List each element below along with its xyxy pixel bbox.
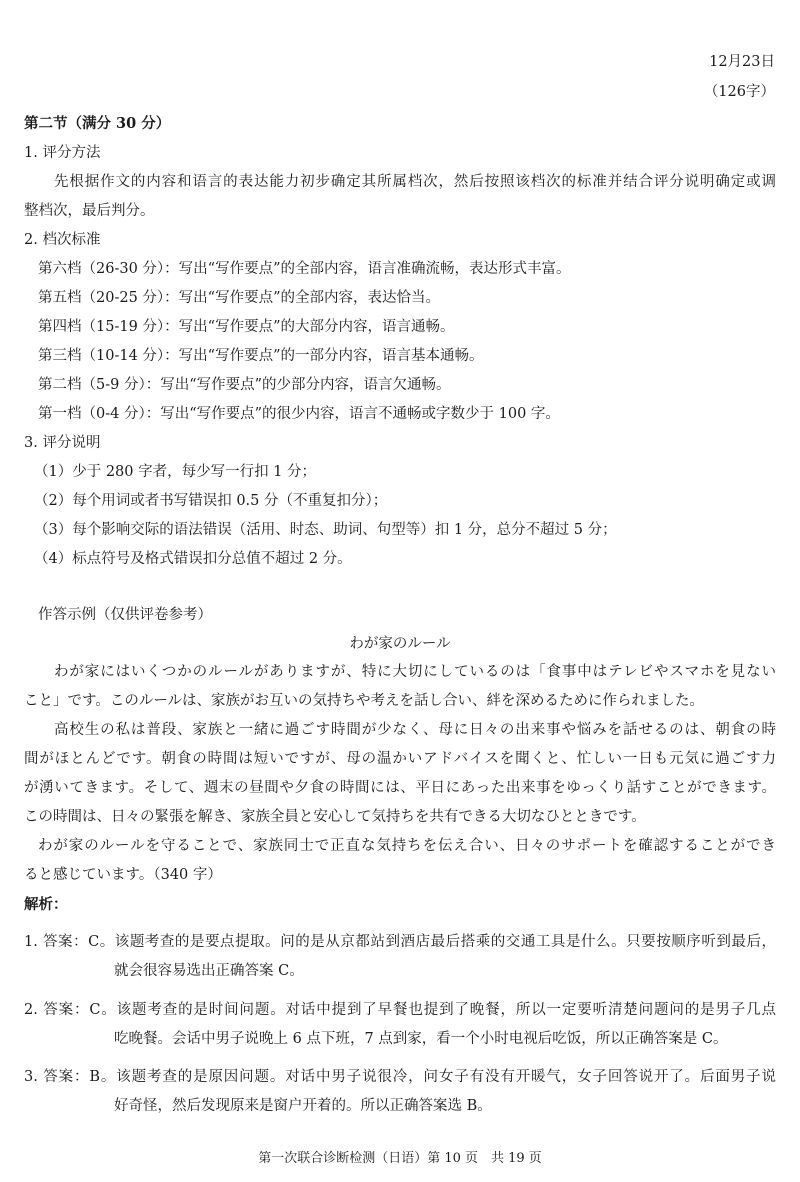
example-line: この時間は、日々の緊張を解き、家族全員と安心して気持ちを共有できる大切なひとときです。: [24, 809, 646, 825]
level-item: 第四档（15-19 分）：写出“写作要点”的大部分内容，语言通畅。: [38, 319, 455, 335]
example-line: 高校生の私は普段、家族と一緒に過ごす時間が少なく、母に日々の出来事や悩みを話せるのは、朝食の時: [54, 722, 776, 738]
example-line: 間がほとんどです。朝食の時間は短いですが、母の温かいアドバイスを聞くと、忙しい一日も元気に過ごす力: [24, 751, 776, 767]
analysis-heading: 解析：: [24, 896, 68, 913]
example-heading: 作答示例（仅供评卷参考）: [38, 607, 212, 623]
analysis-item-1-line1: 1. 答案：C。该题考查的是要点提取。问的是从京都站到酒店最后搭乘的交通工具是什么。只要按顺序听到最后，: [24, 934, 776, 950]
level-item: 第一档（0-4 分）：写出“写作要点”的很少内容，语言不通畅或字数少于 100 字。: [38, 406, 560, 422]
header-date: 12月23日: [709, 54, 775, 70]
note-item: （1）少于 280 字者，每少写一行扣 1 分；: [34, 464, 317, 480]
example-line: ると感じています。（340 字）: [24, 867, 222, 883]
notes-heading: 3. 评分说明: [24, 435, 101, 451]
analysis-item-1-line2: 就会很容易选出正确答案 C。: [114, 963, 304, 979]
analysis-item-3-line1: 3. 答案：B。该题考查的是原因问题。对话中男子说很冷，问女子有没有开暖气，女子回答说开了。后面男子说: [24, 1069, 776, 1085]
analysis-item-3-line2: 好奇怪，然后发现原来是窗户开着的。所以正确答案选 B。: [114, 1098, 492, 1114]
section-title: 第二节（满分 30 分）: [24, 115, 171, 132]
note-item: （3）每个影响交际的语法错误（活用、时态、助词、句型等）扣 1 分，总分不超过 5 分；: [34, 522, 617, 538]
example-line: こと」です。このルールは、家族がお互いの気持ちや考えを話し合い、絆を深めるために作られました。: [24, 693, 705, 709]
example-title: わが家のルール: [349, 636, 451, 652]
analysis-item-2-line2: 吃晚餐。会话中男子说晚上 6 点下班，7 点到家，看一个小时电视后吃饭，所以正确答案是 C。: [114, 1031, 728, 1047]
level-item: 第六档（26-30 分）：写出“写作要点”的全部内容，语言准确流畅，表达形式丰富。: [38, 261, 571, 277]
note-item: （2）每个用词或者书写错误扣 0.5 分（不重复扣分）；: [34, 493, 388, 509]
method-heading: 1. 评分方法: [24, 145, 101, 161]
method-text-1: 先根据作文的内容和语言的表达能力初步确定其所属档次，然后按照该档次的标准并结合评分说明确定或调: [54, 174, 776, 190]
level-item: 第五档（20-25 分）：写出“写作要点”的全部内容，表达恰当。: [38, 290, 440, 306]
method-text-2: 整档次，最后判分。: [24, 203, 155, 219]
page-footer: 第一次联合诊断检测（日语）第 10 页 共 19 页: [258, 1151, 542, 1166]
example-line: わが家にはいくつかのルールがありますが、特に大切にしているのは「食事中はテレビやスマホを見ない: [54, 664, 776, 680]
example-line: が湧いてきます。そして、週末の昼間や夕食の時間には、平日にあった出来事をゆっくり話すことができます。: [24, 780, 776, 796]
level-item: 第三档（10-14 分）：写出“写作要点”的一部分内容，语言基本通畅。: [38, 348, 484, 364]
analysis-item-2-line1: 2. 答案：C。该题考查的是时间问题。对话中提到了早餐也提到了晚餐，所以一定要听清楚问题问的是男子几点: [24, 1002, 776, 1018]
header-count: （126字）: [703, 84, 775, 100]
note-item: （4）标点符号及格式错误扣分总值不超过 2 分。: [34, 551, 352, 567]
level-item: 第二档（5-9 分）：写出“写作要点”的少部分内容，语言欠通畅。: [38, 377, 451, 393]
levels-heading: 2. 档次标准: [24, 232, 101, 248]
example-line: わが家のルールを守ることで、家族同士で正直な気持ちを伝え合い、日々のサポートを確認することができ: [38, 838, 776, 854]
